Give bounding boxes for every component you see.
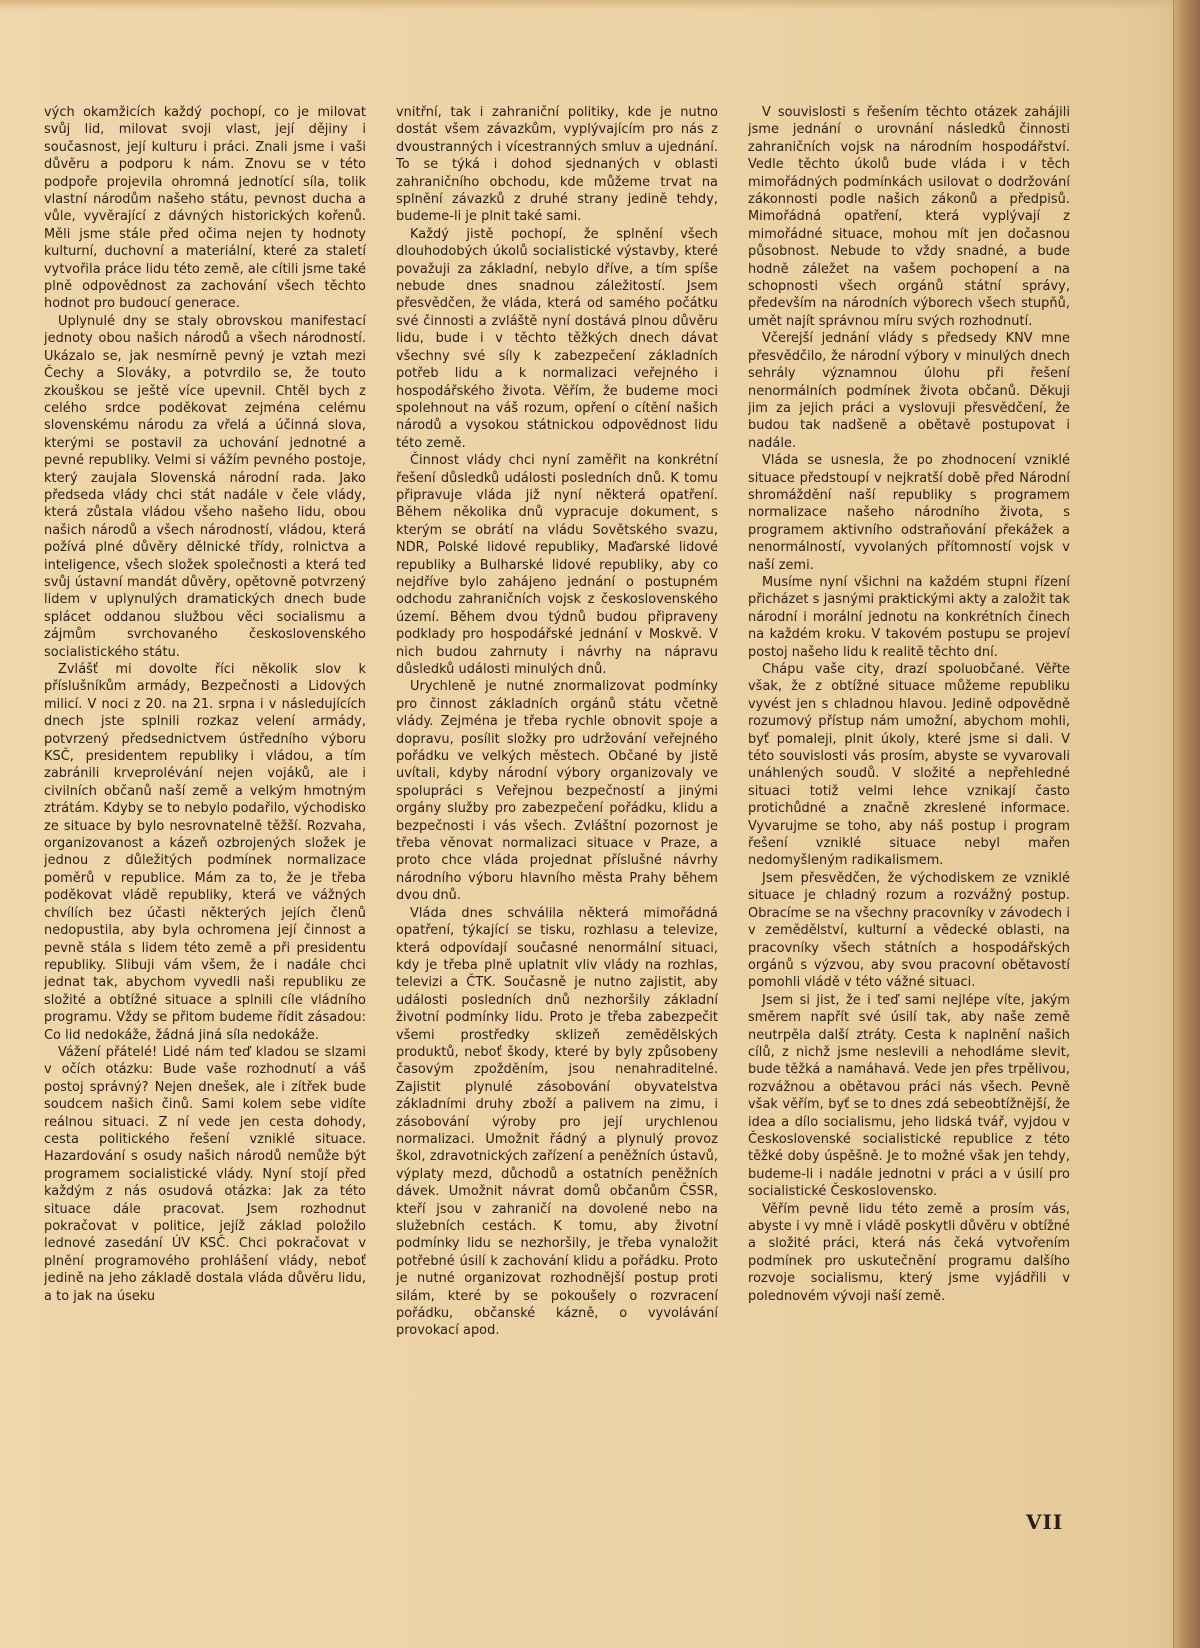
paragraph: Jsem přesvědčen, že východiskem ze vzniklé situace je chladný rozum a rozvážný postup. Obracíme se na všechny pracovníky v závodech i v zemědělství, kulturní a vědecké oblasti, na pracovníky všech státních a hospodářských orgánů s výzvou, aby svou pracovní obětavostí pomohli vládě v této vážné situaci. bbox=[748, 870, 1070, 991]
paragraph: Věřím pevně lidu této země a prosím vás, abyste i vy mně i vládě poskytli důvěru v obtížné a složité práci, která nás čeká vytvořením podmínek pro uskutečnění programu dalšího rozvoje socialismu, který jsme vyjádřili v polednovém vývoji naší země. bbox=[748, 1201, 1070, 1304]
paragraph: Každý jistě pochopí, že splnění všech dlouhodobých úkolů socialistické výstavby, které považuji za základní, nebylo dříve, a tím spíše nebude dnes snadnou záležitostí. Jsem přesvědčen, že vláda, která od samého počátku své činnosti a zvláště nyní dostává plnou důvěru lidu, bude i v těchto těžkých dnech dávat všechny své síly k zabezpečení základních potřeb lidu a k normalizaci veřejného i hospodářského života. Věřím, že budeme moci spolehnout na váš rozum, opření o cítění našich národů a vysokou státnickou odpovědnost lidu této země. bbox=[396, 226, 718, 451]
paragraph: Jsem si jist, že i teď sami nejlépe víte, jakým směrem napřít své úsilí tak, aby naše země neutrpěla další ztráty. Cesta k naplnění našich cílů, z nichž jsme neslevili a nehodláme slevit, bude těžká a namáhavá. Vede jen přes trpělivou, rozvážnou a obětavou práci nás všech. Pevně však věřím, byť se to dnes zdá sebeobtížnější, že idea a dílo socialismu, jeho lidská tvář, vyjdou v Československé socialistické republice z této těžké doby úspěšně. Je to možné však jen tehdy, budeme-li i nadále jednotni v práci a v úsilí pro socialistické Československo. bbox=[748, 992, 1070, 1200]
column-2 bbox=[396, 104, 718, 1504]
paragraph: Vláda dnes schválila některá mimořádná opatření, týkající se tisku, rozhlasu a televize, která odpovídají současné nenormální situaci, kdy je třeba plně uplatnit vliv vlády na rozhlas, televizi a ČTK. Současně je nutno zajistit, aby události posledních dnů nezhoršily základní životní podmínky lidu. Proto je třeba zabezpečit všemi prostředky sklizeň zemědělských produktů, neboť škody, které by byly způsobeny časovým zpožděním, jsou nenahraditelné. Zajistit plynulé zásobování obyvatelstva základními druhy zboží a palivem na zimu, i zásobování výroby pro její urychlenou normalizaci. Umožnit řádný a plynulý provoz škol, zdravotnických zařízení a peněžních ústavů, výplaty mezd, důchodů a ostatních peněžních dávek. Umožnit návrat domů občanům ČSSR, kteří jsou v zahraničí na dovolené nebo na služebních cestách. K tomu, aby životní podmínky lidu se nezhoršily, je třeba vynaložit potřebné úsilí k zachování klidu a pořádku. Proto je nutné organizovat rozhodnější postup proti silám, které by se pokoušely o rozvracení pořádku, občanské kázně, o vyvolávání provokací apod. bbox=[396, 905, 718, 1339]
paragraph: Chápu vaše city, drazí spoluobčané. Věřte však, že z obtížné situace můžeme republiku vyvést jen s chladnou hlavou. Jedině odpovědně rozumový přístup nám umožní, abychom mohli, byť pomaleji, plnit úkoly, které jsme si dali. V této souvislosti vás prosím, abyste se vyvarovali unáhlených soudů. V složité a nepřehledné situaci totiž velmi lehce vznikají často protichůdné a značně zkreslené informace. Vyvarujme se toho, aby náš postup i program řešení vzniklé situace nebyl mařen nedomyšleným radikalismem. bbox=[748, 662, 1070, 869]
paragraph: Činnost vlády chci nyní zaměřit na konkrétní řešení důsledků události posledních dnů. K tomu připravuje vláda již nyní některá opatření. Během několika dnů vypracuje dokument, s kterým se obrátí na vládu Sovětského svazu, NDR, Polské lidové republiky, Maďarské lidové republiky a Bulharské lidové republiky, aby co nejdříve bylo zahájeno jednání o postupném odchodu zahraničních vojsk z československého území. Během dvou týdnů budou připraveny podklady pro hospodářské jednání v Moskvě. V nich budou zahrnuty i návrhy na nápravu důsledků události minulých dnů. bbox=[396, 453, 718, 677]
page-number: VII bbox=[1026, 1510, 1064, 1534]
paragraph: Musíme nyní všichni na každém stupni řízení přicházet s jasnými praktickými akty a založit tak národní i morální jednotu na konkrétních činech na každém kroku. V takovém postupu se projeví postoj našeho lidu k realitě těchto dní. bbox=[748, 574, 1070, 660]
paragraph: Včerejší jednání vlády s předsedy KNV mne přesvědčilo, že národní výbory v minulých dnech sehrály významnou úlohu při řešení nenormálních podmínek života občanů. Děkuji jim za jejich práci a vyslovuji přesvědčení, že budou tak nadšeně a obětavě postupovat i nadále. bbox=[748, 331, 1070, 451]
column-3 bbox=[748, 104, 1070, 1504]
paragraph: Vláda se usnesla, že po zhodnocení vzniklé situace předstoupí v nejkratší době před Národní shromáždění naší republiky s programem normalizace našeho národního života, s programem aktivního odstraňování překážek a nenormálností, vyvolaných přítomností vojsk v naší zemi. bbox=[748, 453, 1070, 573]
paragraph: Urychleně je nutné znormalizovat podmínky pro činnost základních orgánů státu včetně vlády. Zejména je třeba rychle obnovit spoje a dopravu, posílit složky pro udržování veřejného pořádku ve velkých městech. Občané by jistě uvítali, kdyby národní výbory organizovaly ve spolupráci s Veřejnou bezpečností a jinými orgány služby pro zabezpečení pořádku, klidu a bezpečnosti i vás všech. Zvláštní pozornost je třeba věnovat normalizaci situace v Praze, a proto chce vláda projednat příslušné návrhy národního výboru hlavního města Prahy během dvou dnů. bbox=[396, 679, 718, 904]
page-edge bbox=[1173, 0, 1200, 1648]
page-top-shadow bbox=[0, 0, 1200, 10]
paragraph: Uplynulé dny se staly obrovskou manifestací jednoty obou našich národů a všech národností. Ukázalo se, jak nesmírně pevný je vztah mezi Čechy a Slováky, a potvrdilo se, že touto zkouškou se ještě více upevnil. Chtěl bych z celého srdce poděkovat zejména celému slovenskému národu za vřelá a účinná slova, kterými se postavil za uchování jednotné a pevné republiky. Velmi si vážím pevného postoje, který zaujala Slovenská národní rada. Jako předseda vlády chci stát nadále v čele vlády, která zůstala vládou všeho našeho lidu, obou našich národů a všech národností, vládou, která požívá plné důvěry dělnické třídy, rolnictva a inteligence, všech složek společnosti a která teď svůj ústavní mandát důvěry, opětovně potvrzený lidem v uplynulých dramatických dnech bude splácet oddanou službou věci socialismu a zájmům svrchovaného československého socialistického státu. bbox=[44, 313, 366, 660]
paragraph: vnitřní, tak i zahraniční politiky, kde je nutno dostát všem závazkům, vyplývajícím pro nás z dvoustranných i vícestranných smluv a ujednání. To se týká i dohod sjednaných v oblasti zahraničního obchodu, kde můžeme trvat na splnění závazků z druhé strany jedině tehdy, budeme-li je plnit také sami. bbox=[396, 105, 718, 225]
paragraph: vých okamžicích každý pochopí, co je milovat svůj lid, milovat svoji vlast, její dějiny i současnost, její kulturu i práci. Znali jsme i vaši důvěru a podporu k nám. Znovu se v této podpoře projevila ohromná jednotící síla, tolik vlastní národům našeho státu, pevnost ducha a vůle, vyvěrající z dávných historických kořenů. Měli jsme stále před očima nejen ty hodnoty kulturní, duchovní a materiální, které za staletí vytvořila práce lidu této země, ale cítili jsme také plně odpovědnost za zachování všech těchto hodnot pro budoucí generace. bbox=[44, 105, 366, 312]
paragraph: Vážení přátelé! Lidé nám teď kladou se slzami v očích otázku: Bude vaše rozhodnutí a váš postoj správný? Nejen dnešek, ale i zítřek bude soudcem našich činů. Sami kolem sebe vidíte reálnou situaci. Z ní vede jen cesta dohody, cesta politického řešení vzniklé situace. Hazardování s osudy našich národů nemůže být programem socialistické vlády. Nyní stojí před každým z nás osudová otázka: Jak za této situace dále pracovat. Jsem rozhodnut pokračovat v politice, jejíž základ položilo lednové zasedání ÚV KSČ. Chci pokračovat v plnění programového prohlášení vlády, neboť jedině na jeho základě dostala vláda důvěru lidu, a to jak na úseku bbox=[44, 1044, 366, 1304]
paragraph: V souvislosti s řešením těchto otázek zahájili jsme jednání o urovnání následků činnosti zahraničních vojsk na národním hospodářství. Vedle těchto úkolů bude vláda i v těch mimořádných podmínkách usilovat o dodržování zákonnosti podle našich zákonů a předpisů. Mimořádná opatření, která vyplývají z mimořádné situace, mohou mít jen dočasnou působnost. Nebude to vždy snadné, a bude hodně záležet na vašem pochopení a na schopnosti všech orgánů státní správy, především na národních výborech všech stupňů, umět najít správnou míru svých rozhodnutí. bbox=[748, 105, 1070, 329]
paragraph: Zvlášť mi dovolte říci několik slov k příslušníkům armády, Bezpečnosti a Lidových milicí. V noci z 20. na 21. srpna i v následujících dnech jste splnili rozkaz velení armády, potvrzený předsednictvem ústředního výboru KSČ, presidentem republiky i vládou, a tím zabránili krveprolévání nejen vojáků, ale i civilních občanů naší země a velkým hmotným ztrátám. Kdyby se to nebylo podařilo, východisko ze situace by bylo nesrovnatelně těžší. Rozvaha, organizovanost a kázeň ozbrojených složek je jednou z důležitých podmínek normalizace poměrů v republice. Mám za to, že je třeba poděkovat vládě republiky, která ve vážných chvílích bez účasti některých jejích členů nedopustila, aby byla ochromena její činnost a pevně stála s lidem této země a při presidentu republiky. Slibuji vám všem, že i nadále chci jednat tak, abychom vyvedli naši republiku ze složité a obtížné situace a splnili cíle vládního programu. Vždy se přitom budeme řídit zásadou: Co lid nedokáže, žádná jiná síla nedokáže. bbox=[44, 662, 366, 1043]
text-columns bbox=[44, 104, 1070, 1504]
column-1 bbox=[44, 104, 366, 1504]
